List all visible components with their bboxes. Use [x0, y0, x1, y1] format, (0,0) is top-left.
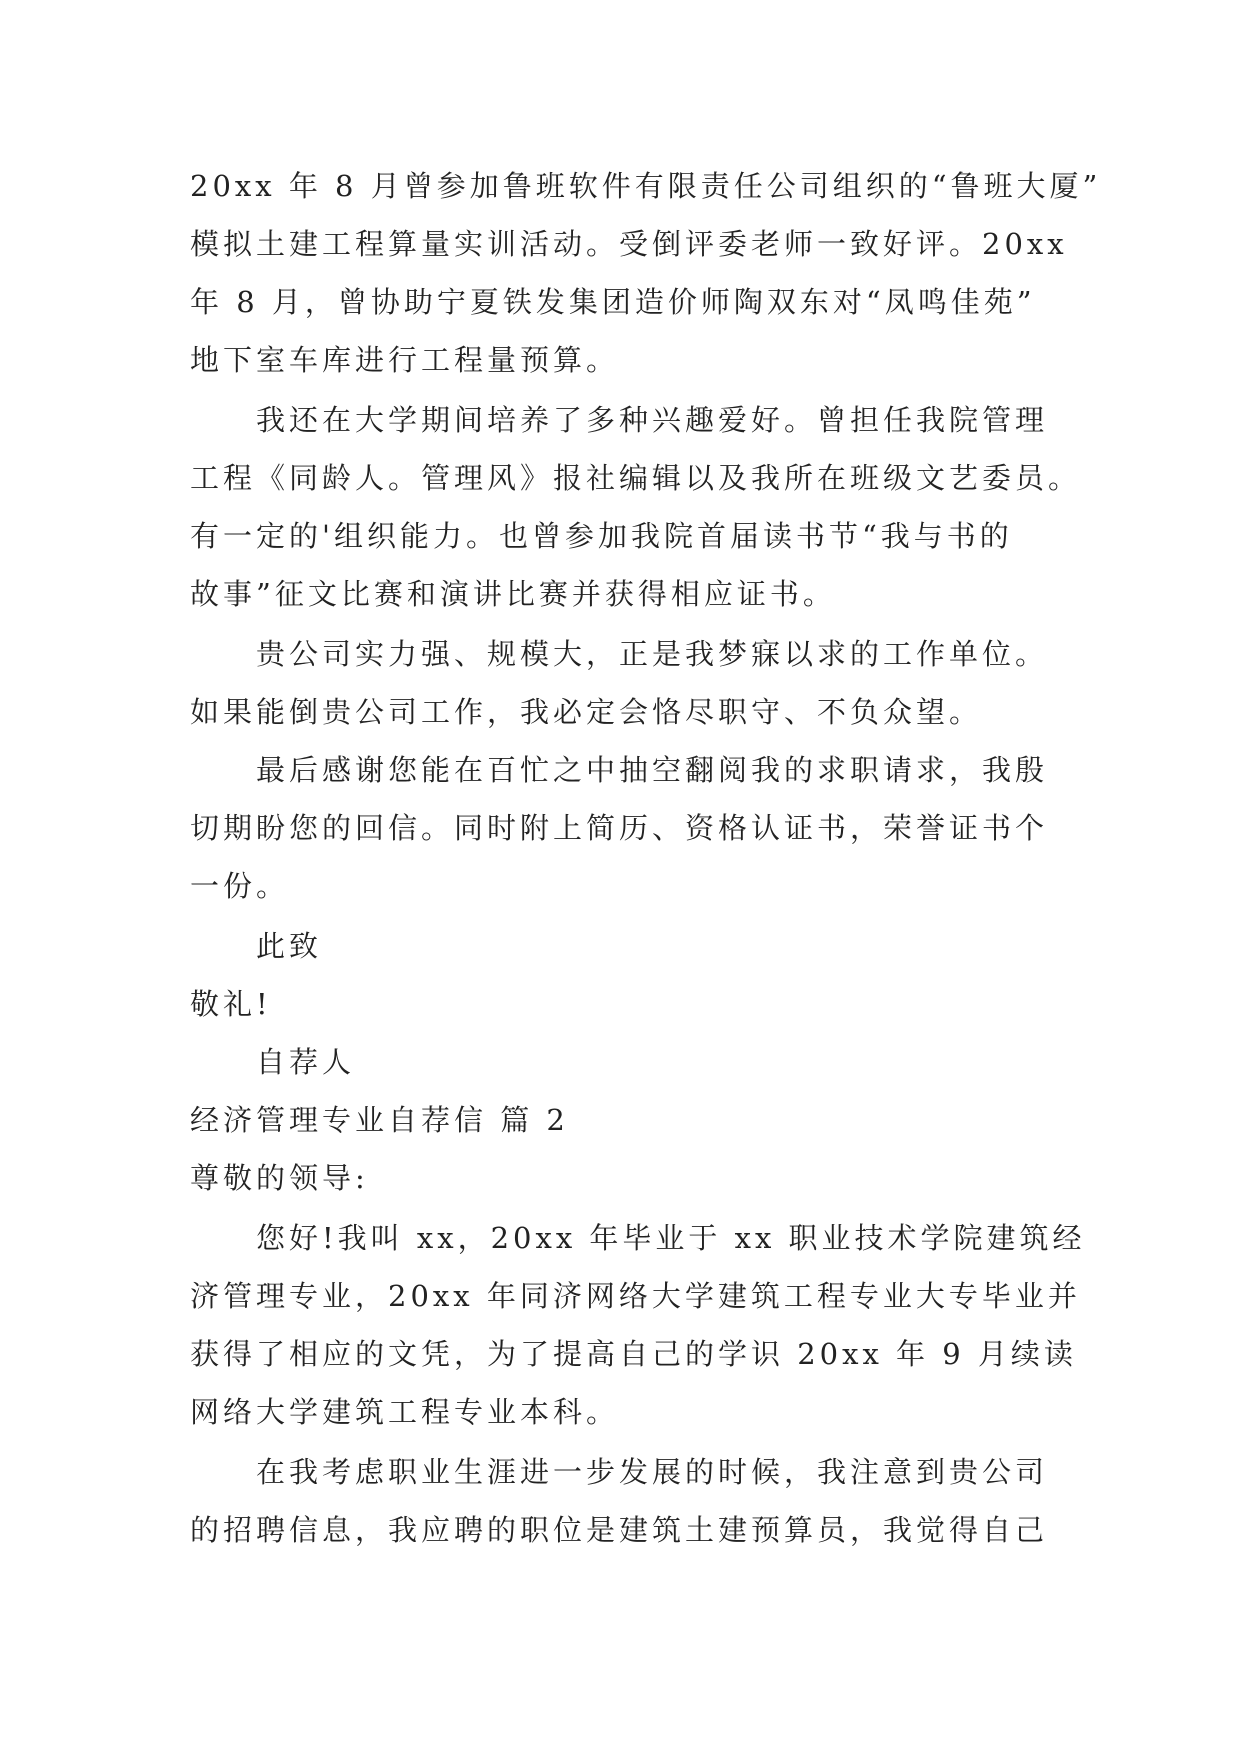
section-heading: 经济管理专业自荐信 篇 2	[190, 1103, 569, 1137]
paragraph-start-line: 我还在大学期间培养了多种兴趣爱好。曾担任我院管理	[256, 403, 1049, 437]
body-text-line: 济管理专业，20xx 年同济网络大学建筑工程专业大专毕业并	[190, 1279, 1081, 1313]
body-text-line: 20xx 年 8 月曾参加鲁班软件有限责任公司组织的“鲁班大厦”	[190, 169, 1102, 203]
body-text-line: 模拟土建工程算量实训活动。受倒评委老师一致好评。20xx	[190, 227, 1068, 261]
paragraph-start-line: 在我考虑职业生涯进一步发展的时候，我注意到贵公司	[256, 1455, 1049, 1489]
paragraph-start-line: 贵公司实力强、规模大，正是我梦寐以求的工作单位。	[256, 637, 1049, 671]
body-text-line: 工程《同龄人。管理风》报社编辑以及我所在班级文艺委员。	[190, 461, 1082, 495]
body-text-line: 切期盼您的回信。同时附上简历、资格认证书，荣誉证书个	[190, 811, 1049, 845]
body-text-line: 获得了相应的文凭，为了提高自己的学识 20xx 年 9 月续读	[190, 1337, 1077, 1371]
body-text-line: 有一定的'组织能力。也曾参加我院首届读书节“我与书的	[190, 519, 1013, 553]
body-text-line: 一份。	[190, 869, 290, 903]
paragraph-start-line: 您好!我叫 xx，20xx 年毕业于 xx 职业技术学院建筑经	[256, 1221, 1086, 1255]
closing-line: 此致	[256, 929, 323, 963]
body-text-line: 如果能倒贵公司工作，我必定会恪尽职守、不负众望。	[190, 695, 983, 729]
paragraph-start-line: 最后感谢您能在百忙之中抽空翻阅我的求职请求，我殷	[256, 753, 1049, 787]
signature-line: 自荐人	[256, 1045, 356, 1079]
body-text-line: 年 8 月，曾协助宁夏铁发集团造价师陶双东对“凤鸣佳苑”	[190, 285, 1036, 319]
body-text-line: 网络大学建筑工程专业本科。	[190, 1395, 620, 1429]
body-text-line: 故事”征文比赛和演讲比赛并获得相应证书。	[190, 577, 836, 611]
salutation-line: 敬礼!	[190, 987, 272, 1021]
body-text-line: 地下室车库进行工程量预算。	[190, 343, 620, 377]
greeting-line: 尊敬的领导:	[190, 1161, 369, 1195]
body-text-line: 的招聘信息，我应聘的职位是建筑土建预算员，我觉得自己	[190, 1513, 1049, 1547]
